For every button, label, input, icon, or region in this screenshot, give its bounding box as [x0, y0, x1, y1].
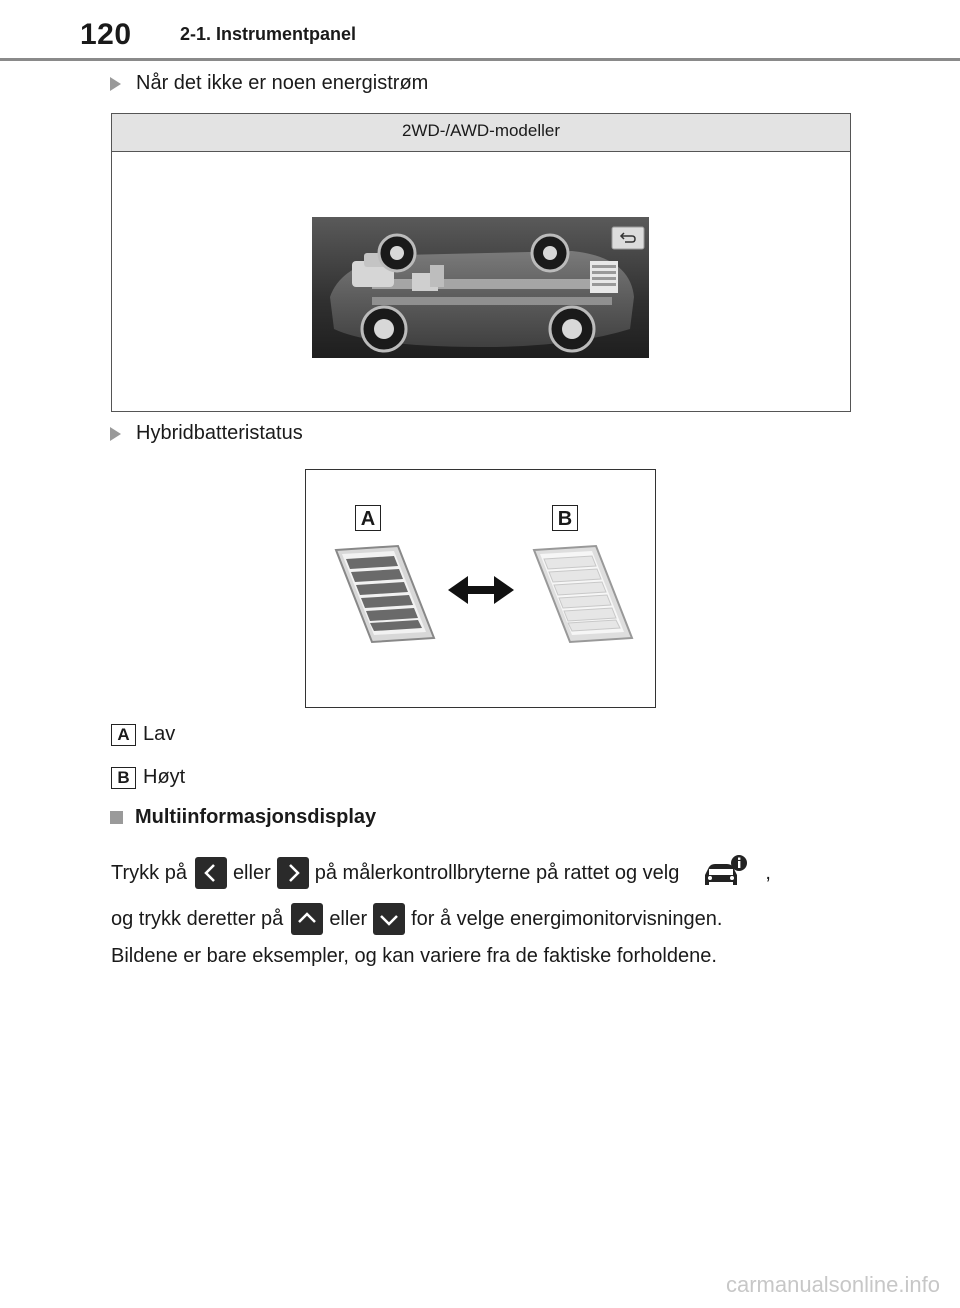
label-a: A	[355, 505, 381, 531]
bullet-text: Hybridbatteristatus	[136, 422, 303, 444]
subheading	[110, 806, 376, 829]
text-segment: Trykk på	[111, 861, 187, 884]
battery-low-icon	[336, 546, 434, 642]
right-button-icon	[277, 857, 309, 889]
text-segment: eller	[329, 907, 368, 930]
page-number: 120	[80, 18, 132, 51]
battery-illustration	[306, 470, 655, 707]
text-segment: ,	[765, 861, 771, 884]
instruction-line-2	[111, 903, 722, 935]
vehicle-chassis-illustration	[312, 217, 649, 358]
down-button-icon	[373, 903, 405, 935]
battery-status-figure	[305, 469, 656, 708]
disclaimer-text: Bildene er bare eksempler, og kan variere fra de faktiske forholdene.	[111, 945, 717, 967]
legend-item-a	[111, 723, 175, 746]
bullet-triangle-icon	[110, 427, 121, 441]
bullet-battery-status	[110, 422, 303, 445]
vehicle-info-icon	[699, 855, 749, 891]
section-title: 2-1. Instrumentpanel	[180, 24, 357, 44]
watermark: carmanualsonline.info	[725, 1272, 940, 1297]
square-bullet-icon	[110, 811, 123, 824]
bullet-triangle-icon	[110, 77, 121, 91]
text-segment: og trykk deretter på	[111, 907, 284, 930]
legend-tag: A	[111, 724, 136, 746]
text-segment: eller	[232, 861, 271, 884]
figure-header: 2WD-/AWD-modeller	[112, 114, 850, 152]
energy-monitor-figure	[111, 113, 851, 412]
up-button-icon	[291, 903, 323, 935]
text-segment: for å velge energimonitorvisningen.	[411, 907, 723, 930]
battery-high-icon	[534, 546, 632, 642]
bullet-text: Når det ikke er noen energistrøm	[136, 72, 429, 94]
label-b: B	[552, 505, 578, 531]
text-segment: på målerkontrollbryterne på rattet og velg	[314, 861, 680, 884]
subheading-text: Multiinformasjonsdisplay	[135, 806, 377, 828]
return-arrow-icon[interactable]	[618, 231, 638, 245]
left-button-icon	[195, 857, 227, 889]
legend-text: Lav	[143, 723, 176, 745]
legend-tag: B	[111, 767, 136, 789]
header-divider	[0, 58, 960, 61]
double-arrow-icon	[448, 576, 514, 604]
instruction-line-1	[111, 855, 771, 891]
legend-item-b	[111, 766, 185, 789]
legend-text: Høyt	[143, 766, 186, 788]
bullet-no-energy-flow	[110, 72, 428, 95]
battery-icon	[590, 261, 618, 293]
energy-monitor-screen	[312, 217, 649, 358]
